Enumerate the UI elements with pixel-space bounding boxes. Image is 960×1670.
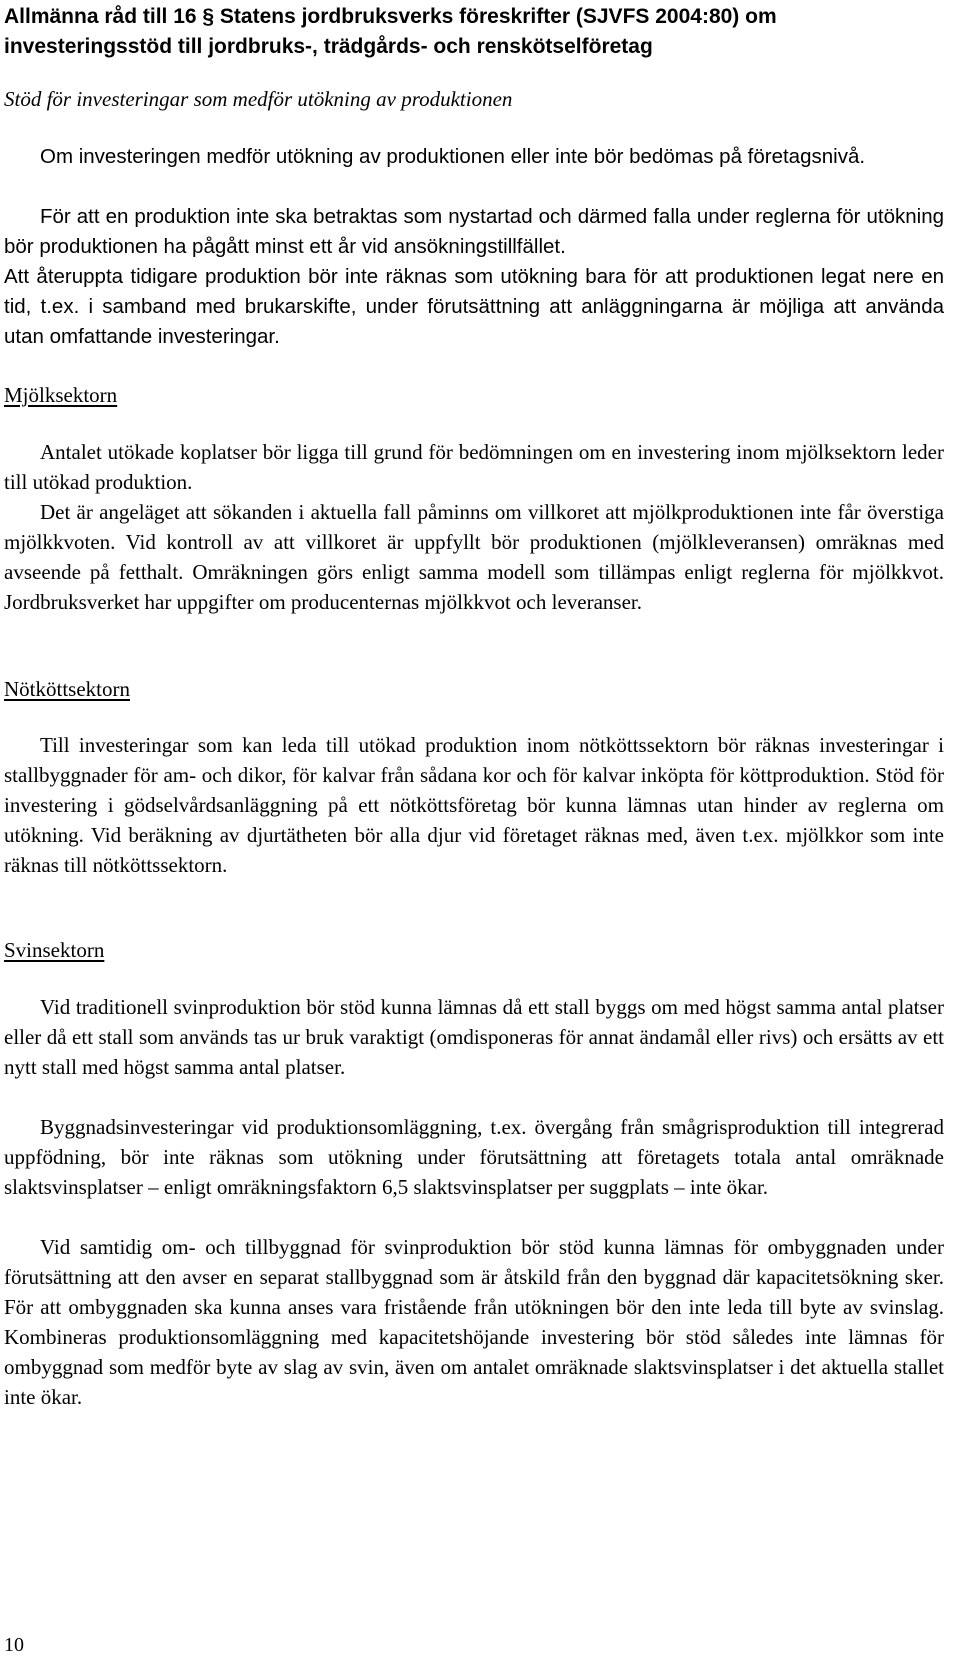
- heading-milk-sector: Mjölksektorn: [4, 383, 118, 407]
- intro-paragraph-1: Om investeringen medför utökning av produktionen eller inte bör bedömas på företagsnivå.: [40, 145, 866, 168]
- heading-beef-sector: Nötköttsektorn: [4, 677, 130, 701]
- page-number: 10: [4, 1634, 24, 1656]
- beef-paragraph-1: Till investeringar som kan leda till utökad produktion inom nötköttssektorn bör räknas investeringar i stallbyggnader för am- och dikor, för kalvar från sådana kor och för kalvar inköpta för köttproduktion. Stöd för investering i gödselvårdsanläggning på ett nötköttsföretag bör kunna lämnas utan hinder av reglerna om utökning. Vid beräkning av djurtätheten bör alla djur vid företaget räknas med, även t.ex. mjölkkor som inte räknas till nötköttssektorn.: [4, 733, 944, 877]
- section-subtitle: Stöd för investeringar som medför utökning av produktionen: [4, 87, 513, 111]
- pig-paragraph-1: Vid traditionell svinproduktion bör stöd kunna lämnas då ett stall byggs om med högst samma antal platser eller då ett stall som används tas ur bruk varaktigt (omdisponeras för annat ändamål eller rivs) och ersätts av ett nytt stall med högst samma antal platser.: [4, 995, 944, 1079]
- pig-paragraph-3: Vid samtidig om- och tillbyggnad för svinproduktion bör stöd kunna lämnas för ombyggnaden under förutsättning att den avser en separat stallbyggnad som är åtskild från den byggnad där kapacitetsökning sker. För att ombyggnaden ska kunna anses vara fristående från utökningen bör den inte leda till byte av svinslag. Kombineras produktionsomläggning med kapacitetshöjande investering bör stöd således inte lämnas för ombyggnad som medför byte av slag av svin, även om antalet omräknade slaktsvinsplatser i det aktuella stallet inte ökar.: [4, 1235, 944, 1409]
- milk-paragraph-1: Antalet utökade koplatser bör ligga till grund för bedömningen om en investering inom mjölksektorn leder till utökad produktion.: [4, 440, 944, 494]
- milk-paragraph-2: Det är angeläget att sökanden i aktuella fall påminns om villkoret att mjölkproduktionen inte får överstiga mjölkkvoten. Vid kontroll av att villkoret är uppfyllt bör produktionen (mjölkleveransen) omräknas med avseende på fetthalt. Omräkningen görs enligt samma modell som tillämpas enligt reglerna för mjölkkvot. Jordbruksverket har uppgifter om producenternas mjölkkvot och leveranser.: [4, 500, 944, 614]
- pig-paragraph-2: Byggnadsinvesteringar vid produktionsomläggning, t.ex. övergång från smågrisproduktion till integrerad uppfödning, bör inte räknas som utökning under förutsättning att företagets totala antal omräknade slaktsvinsplatser – enligt omräkningsfaktorn 6,5 slaktsvinsplatser per suggplats – inte ökar.: [4, 1115, 944, 1199]
- heading-pig-sector: Svinsektorn: [4, 938, 105, 962]
- intro-paragraph-2: För att en produktion inte ska betraktas som nystartad och därmed falla under reglerna för utökning bör produktionen ha pågått minst ett år vid ansökningstillfället.: [4, 205, 944, 258]
- document-title: Allmänna råd till 16 § Statens jordbruksverks föreskrifter (SJVFS 2004:80) om investeringsstöd till jordbruks-, trädgårds- och renskötselföretag: [4, 5, 777, 58]
- intro-paragraph-3: Att återuppta tidigare produktion bör inte räknas som utökning bara för att produktionen legat nere en tid, t.ex. i samband med brukarskifte, under förutsättning att anläggningarna är möjliga att använda utan omfattande investeringar.: [4, 265, 944, 348]
